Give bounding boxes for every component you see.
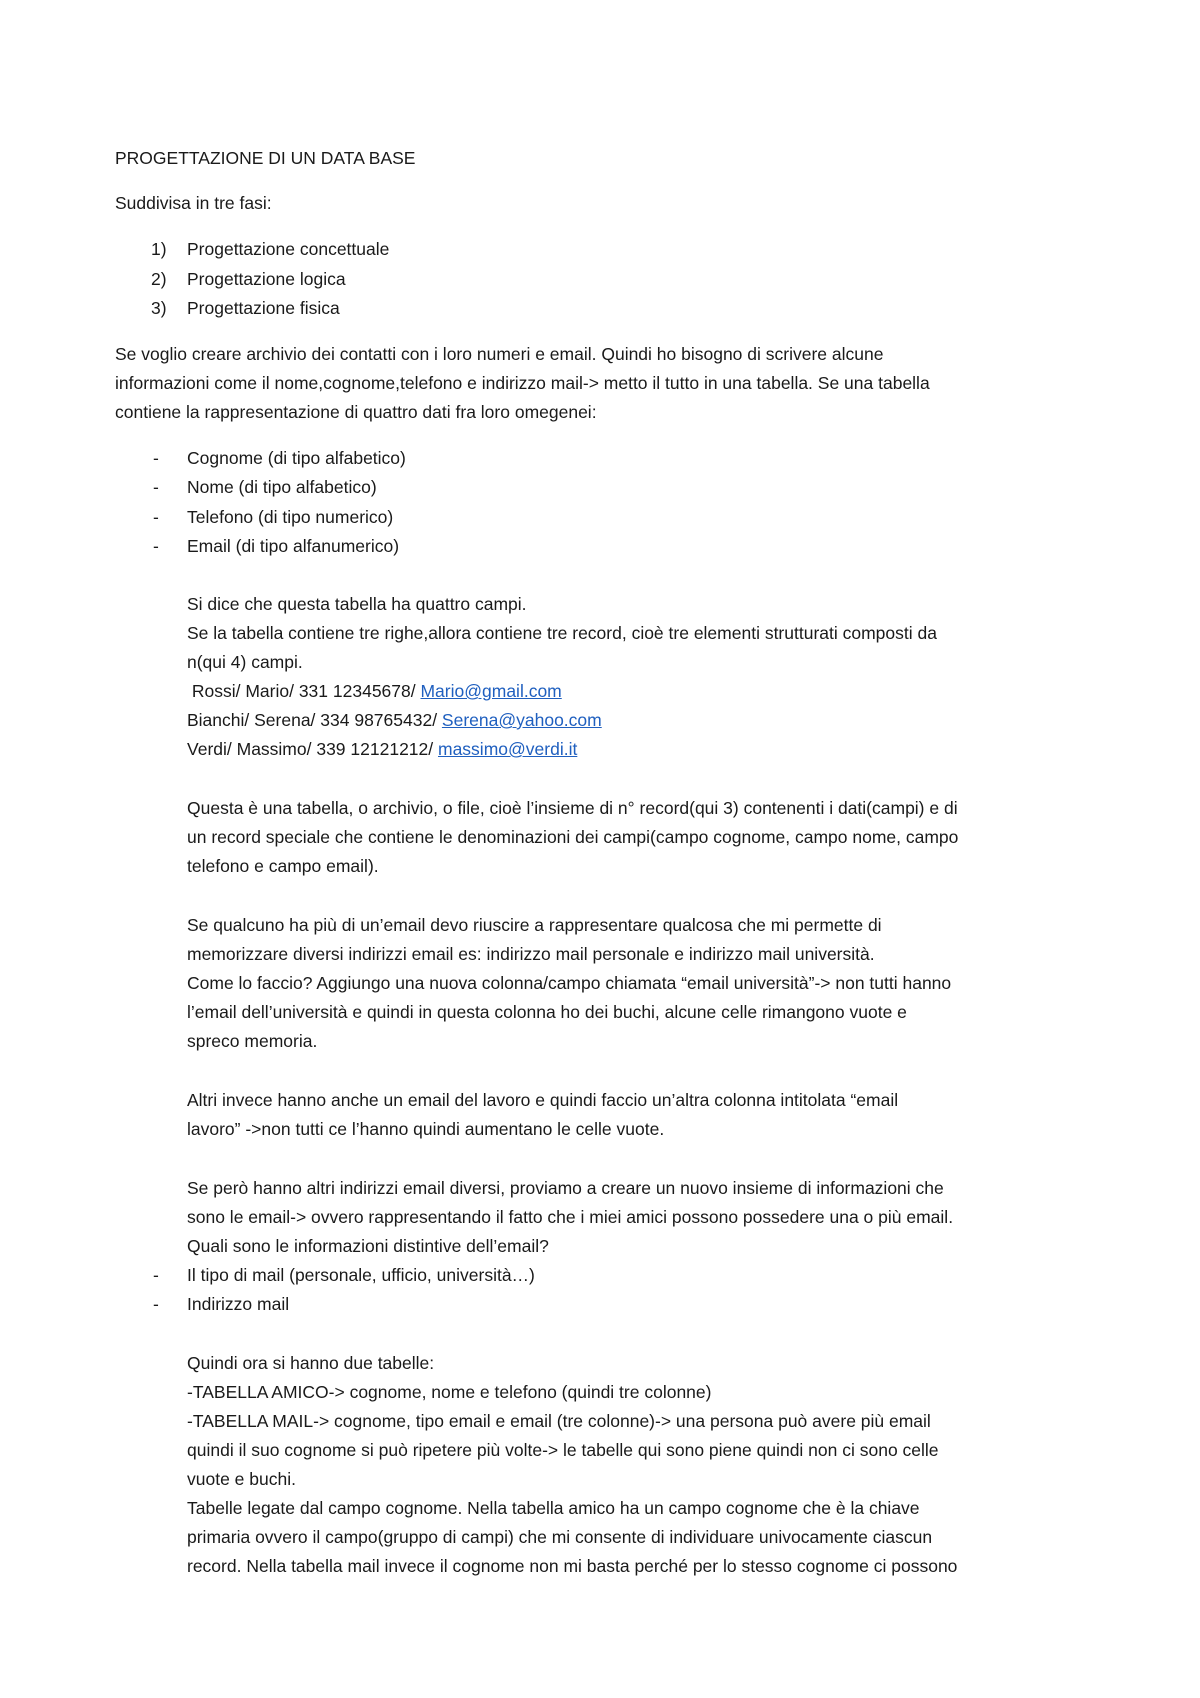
list-item-label: Email (di tipo alfanumerico) (187, 536, 400, 556)
list-item-label: Progettazione logica (187, 269, 346, 289)
record-text: Bianchi/ Serena/ 334 98765432/ (187, 710, 442, 730)
paragraph-line: Se la tabella contiene tre righe,allora contiene tre record, cioè tre elementi strutturati composti da (187, 623, 937, 643)
list-number: 3) (151, 298, 167, 318)
list-item-label: Progettazione fisica (187, 298, 340, 318)
paragraph-line: -TABELLA AMICO-> cognome, nome e telefono (quindi tre colonne) (187, 1382, 712, 1402)
email-link[interactable]: Serena@yahoo.com (441, 710, 602, 730)
paragraph-line: informazioni come il nome,cognome,telefono e indirizzo mail-> metto il tutto in una tabella. Se una tabella (115, 373, 930, 393)
dash-bullet: - (153, 536, 159, 556)
paragraph-line: sono le email-> ovvero rappresentando il fatto che i miei amici possono possedere una o più email. (187, 1207, 954, 1227)
dash-bullet: - (153, 477, 159, 497)
paragraph-line: Se però hanno altri indirizzi email diversi, proviamo a creare un nuovo insieme di informazioni che (187, 1178, 944, 1198)
list-item-label: Cognome (di tipo alfabetico) (187, 448, 406, 468)
record-line (187, 680, 562, 702)
dash-bullet: - (153, 1265, 159, 1285)
paragraph-line: telefono e campo email). (187, 856, 379, 876)
record-line (187, 709, 602, 731)
dash-bullet: - (153, 448, 159, 468)
paragraph-line: vuote e buchi. (187, 1469, 296, 1489)
document-title: PROGETTAZIONE DI UN DATA BASE (115, 148, 416, 168)
list-item-label: Il tipo di mail (personale, ufficio, università…) (187, 1265, 535, 1285)
paragraph-line: Si dice che questa tabella ha quattro campi. (187, 594, 527, 614)
paragraph-line: Quali sono le informazioni distintive dell’email? (187, 1236, 549, 1256)
paragraph-line: quindi il suo cognome si può ripetere più volte-> le tabelle qui sono piene quindi non ci sono celle (187, 1440, 939, 1460)
paragraph-line: l’email dell’università e quindi in questa colonna ho dei buchi, alcune celle rimangono vuote e (187, 1002, 907, 1022)
list-number: 2) (151, 269, 167, 289)
record-text: Verdi/ Massimo/ 339 12121212/ (187, 739, 438, 759)
dash-bullet: - (153, 1294, 159, 1314)
paragraph-line: lavoro” ->non tutti ce l’hanno quindi aumentano le celle vuote. (187, 1119, 665, 1139)
paragraph-line: n(qui 4) campi. (187, 652, 303, 672)
paragraph-line: un record speciale che contiene le denominazioni dei campi(campo cognome, campo nome, campo (187, 827, 959, 847)
list-item-label: Telefono (di tipo numerico) (187, 507, 394, 527)
dash-bullet: - (153, 507, 159, 527)
record-text: Rossi/ Mario/ 331 12345678/ (187, 681, 421, 701)
subtitle: Suddivisa in tre fasi: (115, 193, 272, 213)
paragraph-line: Questa è una tabella, o archivio, o file, cioè l’insieme di n° record(qui 3) contenenti i dati(campi) e di (187, 798, 958, 818)
email-link[interactable]: massimo@verdi.it (438, 739, 578, 759)
paragraph-line: Quindi ora si hanno due tabelle: (187, 1353, 435, 1373)
paragraph-line: -TABELLA MAIL-> cognome, tipo email e email (tre colonne)-> una persona può avere più email (187, 1411, 931, 1431)
paragraph-line: Altri invece hanno anche un email del lavoro e quindi faccio un’altra colonna intitolata “email (187, 1090, 899, 1110)
record-line (187, 738, 577, 760)
list-item-label: Indirizzo mail (187, 1294, 290, 1314)
paragraph-line: Tabelle legate dal campo cognome. Nella tabella amico ha un campo cognome che è la chiave (187, 1498, 920, 1518)
paragraph-line: record. Nella tabella mail invece il cognome non mi basta perché per lo stesso cognome ci possono (187, 1556, 958, 1576)
list-item-label: Progettazione concettuale (187, 239, 390, 259)
paragraph-line: memorizzare diversi indirizzi email es: indirizzo mail personale e indirizzo mail università. (187, 944, 875, 964)
paragraph-line: Se voglio creare archivio dei contatti con i loro numeri e email. Quindi ho bisogno di scrivere alcune (115, 344, 884, 364)
paragraph-line: Se qualcuno ha più di un’email devo riuscire a rappresentare qualcosa che mi permette di (187, 915, 882, 935)
paragraph-line: contiene la rappresentazione di quattro dati fra loro omegenei: (115, 402, 597, 422)
list-number: 1) (151, 239, 167, 259)
email-link[interactable]: Mario@gmail.com (420, 681, 562, 701)
paragraph-line: spreco memoria. (187, 1031, 318, 1051)
list-item-label: Nome (di tipo alfabetico) (187, 477, 377, 497)
paragraph-line: Come lo faccio? Aggiungo una nuova colonna/campo chiamata “email università”-> non tutti hanno (187, 973, 952, 993)
paragraph-line: primaria ovvero il campo(gruppo di campi) che mi consente di individuare univocamente ciascun (187, 1527, 933, 1547)
